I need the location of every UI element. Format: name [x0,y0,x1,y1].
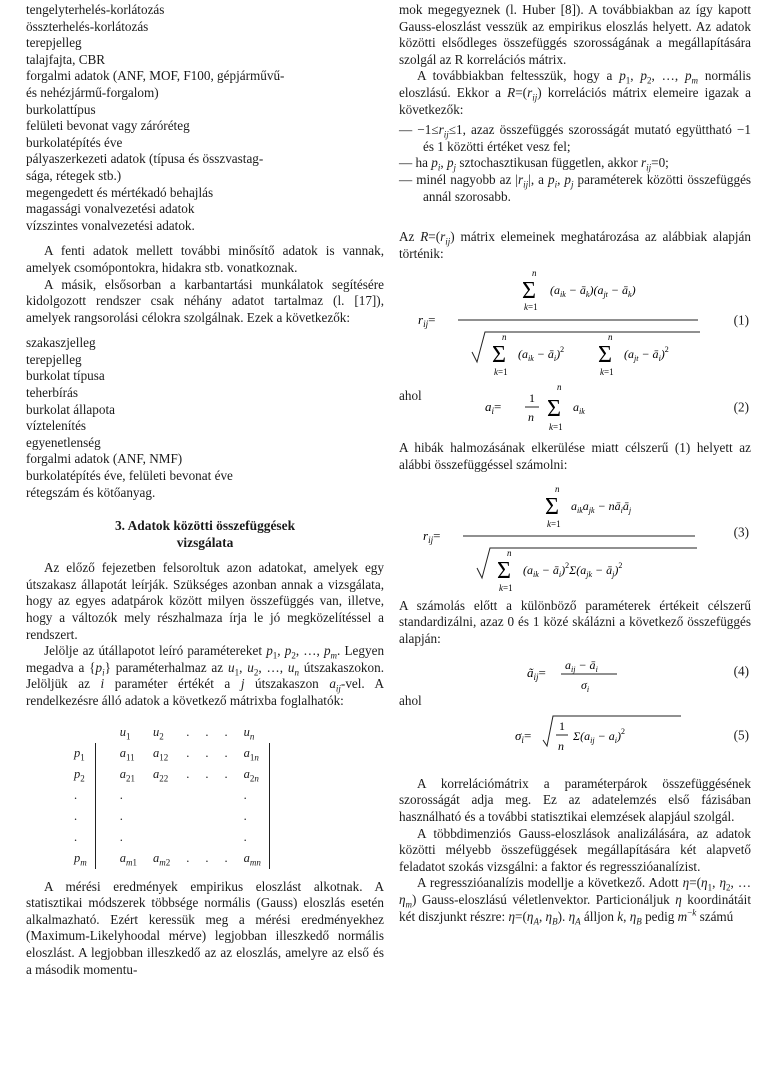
svg-text:Σ: Σ [545,493,559,520]
list-item: és nehézjármű-forgalom) [26,84,159,100]
svg-text:k=1: k=1 [524,302,538,313]
svg-text:1: 1 [529,391,535,406]
paragraph: Az $R=(r_{ij})$ mátrix elemeinek meghatározása az alábbiak alapján történik: [399,229,752,261]
svg-text:rij=: $r_{ij}=$ [418,312,436,330]
svg-text:k=1: k=1 [547,518,561,529]
list-item: — minél nagyobb az $|r_{ij}|$, a $p_i$, $p_j$ paraméterek közötti összefüggés annál szorosabb. [399,172,751,205]
formula-4-svg [475,647,675,697]
equation-2 [399,380,751,436]
svg-text:Σ: Σ [497,557,511,584]
heading-line: vizsgálata [176,535,234,551]
paragraph: A fenti adatok mellett további minősítő adatok is vannak, amelyek csomópontokra, hidakra stb. vonatkoznak. [26,243,384,275]
svg-text:n: n [608,332,613,343]
svg-text:n: n [532,268,537,279]
paragraph: A mérési eredmények empirikus eloszlást alkotnak. A statisztikai módszerek többsége normális (Gauss) eloszlás esetén alkalmazható. Ezért keressük meg a mérési eredményekhez (Maximum-Likelyhoodal mérve) legjobban illeszkedő normális eloszlást. A legjobban illeszkedő az az eloszlás, amelyre az első és a második momentu- [26,878,384,977]
list-item: burkolattípus [26,101,96,117]
svg-text:k=1: k=1 [494,367,508,378]
list-item: terepjelleg [26,351,82,367]
equation-4 [399,647,751,697]
list-item: burkolat típusa [26,368,105,384]
list-item: szakaszjelleg [26,335,96,351]
left-column [26,2,384,978]
paragraph: A másik, elsősorban a karbantartási munkálatok segítésére kidolgozott rendszer csak néhány adatot tartalmaz (l. [17]), amelyek rangsorolási célokra szolgálnak. Ezek a következők: [26,276,384,325]
list-item: összterhelés-korlátozás [26,18,149,34]
paragraph: A regresszióanalízis modellje a következő. Adott $\eta=(\eta_1$, $\eta_2$, … $\eta_m$) Gauss-eloszlású véletlenvektor. Particionáljuk η koordinátáit két diszjunkt részre: $\eta=(\eta_A$, $\eta_B$). $\eta_A$ álljon k, $\eta_B$ pedig $m^{-k}$ számú [399,875,752,927]
svg-text:Σ: Σ [547,396,561,423]
svg-text:n: n [528,410,534,425]
paragraph: A hibák halmozásának elkerülése miatt célszerű (1) helyett az alábbi összefüggéssel számolni: [399,440,751,472]
list-item: forgalmi adatok (ANF, MOF, F100, gépjárművű- [26,68,285,84]
list-item: tengelyterhelés-korlátozás [26,2,165,17]
equation-1 [399,262,751,380]
paragraph: mok megegyeznek (l. Huber [8]). A továbbiakban az így kapott Gauss-eloszlást vesszük az empirikus eloszlás helyett. Az adatok közötti elsődleges összefüggés szorosságának a megállapítására szolgál az R korrelációs mátrix. [399,2,751,67]
list-item: burkolat állapota [26,401,115,417]
heading-line: 3. Adatok közötti összefüggések [114,518,296,534]
svg-text:n: n [555,483,560,494]
list-item: — $-1\le r_{ij}\le 1$, azaz összefüggés szorosságát mutató együttható −1 és 1 közötti értéket vesz fel; [399,122,751,155]
section-heading [26,517,384,551]
svg-text:1: 1 [559,718,565,733]
svg-text:aik: $a_{ik}$ [573,400,585,417]
list-item: felületi bevonat vagy záróréteg [26,118,190,134]
svg-text:aij − āi: $a_{ij}$ − $ā_i$ [565,658,598,675]
list-item: megengedett és mértékadó behajlás [26,184,214,200]
list-item: vízszintes vonalvezetési adatok. [26,217,195,233]
svg-text:k=1: k=1 [549,422,563,433]
list-item: rétegszám és kötőanyag. [26,484,156,500]
list-item: terepjelleg [26,35,82,51]
paragraph: A korrelációmátrix a paraméterpárok összefüggésének szorosságát adja meg. Ez az adatelemzés első fázisában használható és a további statisztikai elemzések alapjául szolgál. [399,775,751,825]
svg-text:Σ(aij − ai)2: $\Sigma(a_{ij} - a_i)^2$ [573,726,625,745]
svg-text:n: n [558,738,564,753]
svg-text:σi: $\sigma_i$ [581,678,590,695]
paragraph: A számolás előtt a különböző paraméterek értékeit célszerű standardizálni, azaz 0 és 1 közé skálázni a következő összefüggés alapján: [399,597,751,646]
paragraph: A többdimenziós Gauss-eloszlások analizálására, az adatok közötti mélyebb összefüggések megállapítására két alapvető feladatot szokás vizsgálni: a faktor és regresszióanalízist. [399,825,751,874]
list-item: burkolatépítés éve [26,134,123,150]
list-item: talajfajta, CBR [26,51,106,67]
conditions-list [399,122,751,205]
svg-text:n: n [507,547,512,558]
svg-text:ãij=: $ã_{ij}=$ [527,665,546,683]
svg-text:(ajt − āi)2: ($a_{jt}$ − $ā_i)^2$ [624,345,669,364]
data-matrix: $u_1$ $u_2$ . . . $u_n$ $p_1$ $a_{11}$ $a_{12}$ . . . $a_{1n}$ $p_2$ $a_{21}$ $a_{22}$ . . . $a_{2n}$ . . . . . . . . . $p_m$ $a_{m1}$ $a_{m2}$ . . . $a_{mn}$ [66,722,384,869]
list-item: — ha $p_i$, $p_j$ sztochasztikusan független, akkor $r_{ij}=0$; [399,155,751,172]
svg-text:rij=: $r_{ij}=$ [423,527,441,545]
list-item: burkolatépítés éve, felületi bevonat éve [26,468,233,484]
svg-text:(aik − āk)(ajt − āk): ($a_{ik}$ − $ā_k)(a_{jt}$ − $ā_k$) [550,283,636,300]
equation-number: (2) [733,400,749,416]
right-column [399,2,751,925]
svg-text:Σ: Σ [492,342,506,369]
svg-text:(aik − āi)2: ($a_{ik}$ − $ā_i)^2$ [518,345,565,364]
list-item: víztelenítés [26,418,87,434]
equation-number: (4) [733,663,749,679]
paragraph: Jelölje az útállapotot leíró paramétereket $p_1$, $p_2$, …, $p_m$. Legyen megadva a $\{p_i\}$ paraméterhalmaz az $u_1$, $u_2$, …, $u_n$ útszakaszokon. Jelöljük az i paraméter értékét a j útszakaszon $a_{ij}$-vel. A rendelkezésre álló adatok a következő mátrixba foglalhatók: [26,643,385,708]
ranking-data-list [26,335,384,501]
ahol-label: ahol [399,693,422,709]
svg-text:Σ: Σ [598,342,612,369]
svg-text:ai=: $a_i=$ [485,399,502,417]
svg-text:Σ: Σ [522,278,536,305]
equation-number: (5) [733,727,749,743]
list-item: forgalmi adatok (ANF, NMF) [26,451,183,467]
equation-5 [399,710,751,762]
list-item: teherbírás [26,385,78,401]
list-item: sága, rétegek stb.) [26,167,122,183]
svg-text:k=1: k=1 [600,367,614,378]
svg-text:n: n [557,382,562,393]
paragraph: Az előző fejezetben felsoroltuk azon adatokat, amelyek egy útszakasz állapotát leírják. Szükséges azonban annak a vizsgálata, hogy az egyes adatpárok között milyen összefüggés van, illetve, hogy a változók mely részhalmaza írja le jó megközelítéssel a rendszert. [26,560,384,642]
list-item: magassági vonalvezetési adatok [26,201,195,217]
equation-3 [399,474,751,592]
svg-text:n: n [502,332,507,343]
svg-text:(aik − āi)2Σ(ajk − āj)2: ($a_{ik}$ − $ā_i)^2\Sigma(a_{jk}$ − $ā_j)^2$ [523,560,623,579]
formula-1-svg [410,262,740,380]
formula-5-svg [455,710,695,762]
formula-2-svg [475,380,675,436]
formula-3-svg [415,474,735,592]
svg-text:aikajk − nāiāj: $a_{ik}a_{jk}$ − $nā_iā_j$ [571,498,632,515]
svg-text:k=1: k=1 [499,582,513,592]
list-item: egyenetlenség [26,434,101,450]
svg-text:σi=: $\sigma_i=$ [515,727,532,745]
paragraph: A továbbiakban feltesszük, hogy a $p_1$, $p_2$, …, $p_m$ normális eloszlású. Ekkor a $R=(r_{ij})$ korrelációs mátrix elemeire igazak a következők: [399,68,752,117]
equation-number: (3) [733,524,749,540]
equation-number: (1) [733,313,749,329]
road-data-list [26,2,384,234]
list-item: pályaszerkezeti adatok (típusa és összvastag- [26,151,264,167]
ahol-label: ahol [399,388,422,404]
